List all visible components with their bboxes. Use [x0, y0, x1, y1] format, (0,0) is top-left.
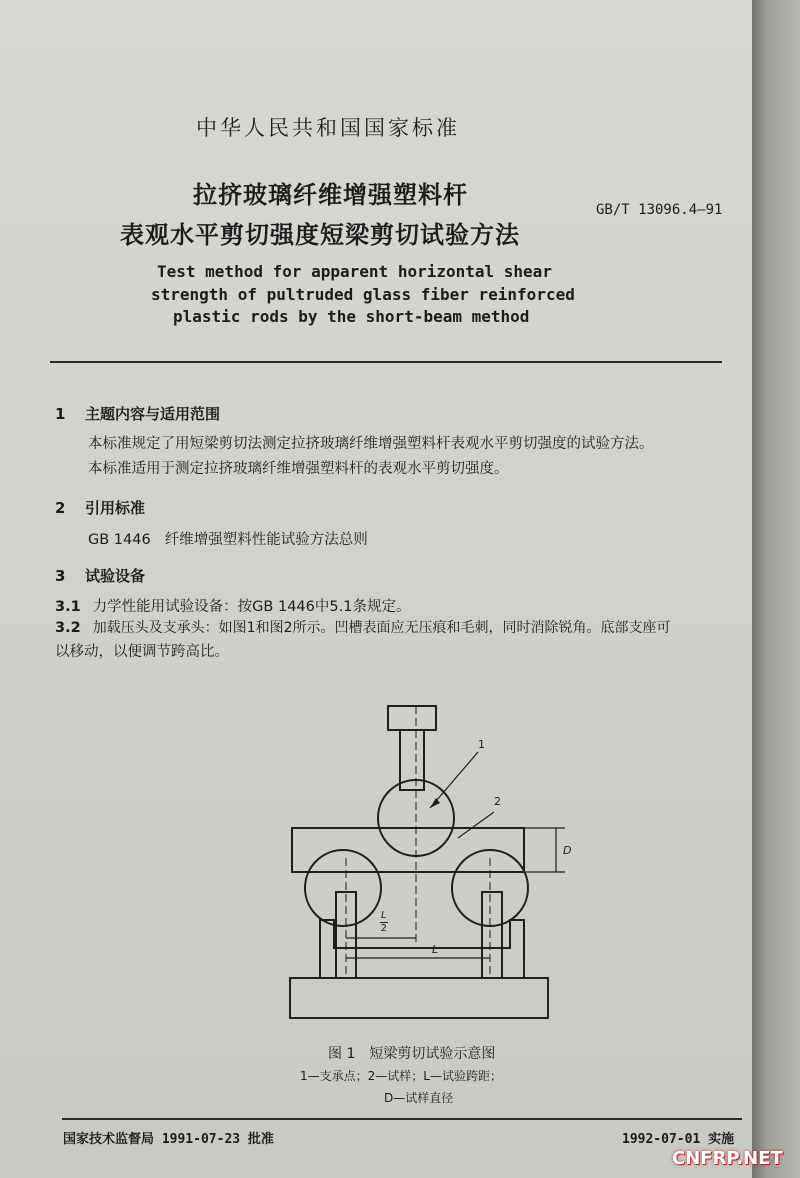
loading-nose-cap [388, 706, 436, 730]
standard-number: GB/T 13096.4—91 [596, 202, 723, 218]
base-block [290, 978, 548, 1018]
section-1-number: 1 [55, 405, 66, 423]
title-en-line1: Test method for apparent horizontal shear [157, 262, 552, 281]
title-cn-line1: 拉挤玻璃纤维增强塑料杆 [193, 181, 468, 209]
leader-line-2 [458, 812, 494, 838]
figure-label-2: 2 [494, 795, 501, 808]
figure-label-1: 1 [478, 738, 485, 751]
figure-legend-line1: 1—支承点；2—试样；L—试验跨距； [300, 1069, 502, 1083]
right-support-post [482, 892, 502, 978]
half-L-denominator: 2 [380, 923, 387, 934]
clause-3-2-continuation: 以移动，以便调节跨高比。 [55, 644, 229, 660]
national-standard-header: 中华人民共和国国家标准 [196, 116, 460, 140]
clause-3-1-text: 力学性能用试验设备：按GB 1446中5.1条规定。 [92, 599, 411, 615]
reference-code: GB 1446 [88, 532, 151, 548]
clause-3-2-text: 加载压头及支承头：如图1和图2所示。凹槽表面应无压痕和毛刺，同时消除锐角。底部支座可 [92, 620, 671, 636]
figure-label-half-L [380, 910, 388, 935]
footer-divider [62, 1118, 742, 1120]
site-watermark: CNFRP.NET [672, 1148, 783, 1169]
reference-title: 纤维增强塑料性能试验方法总则 [164, 532, 368, 548]
section-3-title: 试验设备 [85, 567, 146, 585]
figure-label-L: L [432, 943, 439, 956]
figure-legend-line2: D—试样直径 [384, 1091, 454, 1105]
approval-line: 国家技术监督局 1991-07-23 批准 [63, 1132, 274, 1147]
half-L-numerator: L [381, 910, 387, 921]
section-2-number: 2 [55, 499, 66, 517]
title-cn-line2: 表观水平剪切强度短梁剪切试验方法 [120, 221, 520, 249]
section-2-title: 引用标准 [85, 499, 146, 517]
figure-label-D: D [563, 844, 572, 857]
implementation-date: 1992-07-01 实施 [622, 1132, 735, 1147]
figure-caption: 图 1 短梁剪切试验示意图 [328, 1046, 496, 1062]
section-1-title: 主题内容与适用范围 [85, 405, 221, 423]
clause-3-2-number: 3.2 [55, 620, 81, 636]
left-support-roller [305, 850, 381, 926]
title-en-line3: plastic rods by the short-beam method [173, 307, 530, 326]
title-en-line2: strength of pultruded glass fiber reinforced [151, 285, 575, 304]
clause-3-1-number: 3.1 [55, 599, 81, 615]
section-1-para2: 本标准适用于测定拉挤玻璃纤维增强塑料杆的表观水平剪切强度。 [88, 461, 509, 477]
section-3-number: 3 [55, 567, 66, 585]
section-1-para1: 本标准规定了用短梁剪切法测定拉挤玻璃纤维增强塑料杆表观水平剪切强度的试验方法。 [88, 436, 654, 452]
support-frame [320, 920, 524, 978]
leader-arrow-1 [430, 798, 440, 808]
